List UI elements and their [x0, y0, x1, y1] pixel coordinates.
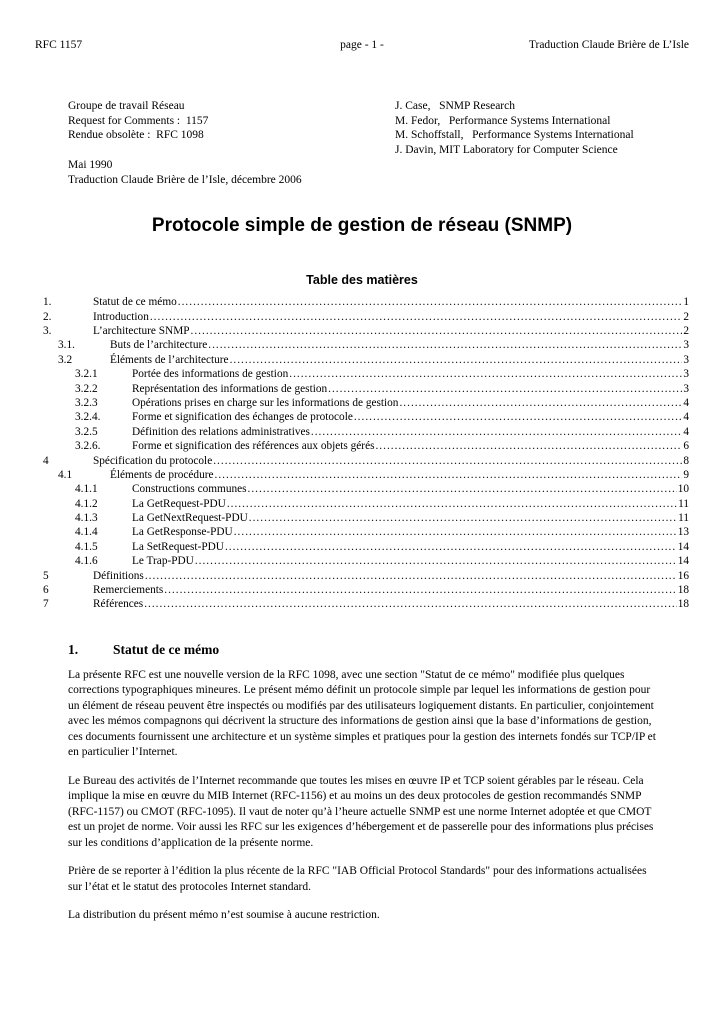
body-paragraph: La distribution du présent mémo n’est soumise à aucune restriction. [68, 909, 380, 922]
toc-entry-page: 18 [677, 598, 689, 611]
toc-leader-dots [234, 525, 677, 539]
header-doc-id: RFC 1157 [35, 39, 83, 51]
table-of-contents [35, 295, 689, 612]
body-paragraph: Le Bureau des activités de l’Internet recommande que toutes les mises en œuvre IP et TCP soient gérables par le réseau. Cela implique la mise en œuvre du MIB Internet (RFC-1156) et au moins un des deux protocoles de gestion recommandés SNMP (RFC-1157) ou CMOT (RFC-1095). Il vaut de noter qu’à l’heure actuelle SNMP est une norme Internet adoptée et que CMOT est un projet de norme. Voir aussi les RFC sur les exigences d’hébergement et de passerelle pour des informations plus précises sur les conditions d’application de la présente norme. [68, 774, 654, 849]
toc-leader-dots [249, 511, 677, 525]
toc-leader-dots [150, 310, 682, 324]
toc-entry [35, 525, 689, 539]
toc-leader-dots [311, 425, 682, 439]
toc-entry-number: 3. [43, 324, 52, 337]
toc-entry-page: 8 [683, 454, 689, 467]
toc-heading: Table des matières [306, 273, 418, 288]
toc-entry-label: Définition des relations administratives [132, 425, 310, 438]
toc-leader-dots [227, 497, 677, 511]
toc-entry-number: 5 [43, 569, 49, 582]
toc-entry-page: 18 [677, 584, 689, 597]
toc-leader-dots [225, 540, 677, 554]
toc-leader-dots [328, 382, 682, 396]
author-line: M. Fedor, Performance Systems International [395, 114, 611, 127]
toc-leader-dots [208, 338, 682, 352]
toc-entry-page: 4 [683, 411, 689, 424]
toc-entry-page: 13 [677, 526, 689, 539]
toc-leader-dots [191, 324, 683, 338]
toc-leader-dots [195, 554, 677, 568]
toc-entry-label: Opérations prises en charge sur les informations de gestion [132, 396, 399, 409]
toc-entry-number: 4.1.4 [75, 526, 98, 539]
toc-leader-dots [248, 482, 677, 496]
toc-entry-number: 6 [43, 584, 49, 597]
toc-entry-number: 2. [43, 310, 52, 323]
section-heading [68, 641, 689, 658]
author-line: M. Schoffstall, Performance Systems International [395, 129, 634, 142]
toc-entry-page: 16 [677, 569, 689, 582]
running-header [35, 38, 689, 52]
toc-leader-dots [399, 396, 682, 410]
toc-entry-number: 3.2.1 [75, 368, 98, 381]
section-number: 1. [68, 641, 79, 657]
toc-entry [35, 324, 689, 338]
toc-entry-label: La SetRequest-PDU [132, 540, 224, 553]
toc-entry-number: 3.2.2 [75, 382, 98, 395]
toc-leader-dots [354, 410, 682, 424]
document-title: Protocole simple de gestion de réseau (SNMP) [151, 215, 573, 237]
toc-entry-label: La GetNextRequest-PDU [132, 512, 248, 525]
toc-entry-page: 10 [677, 483, 689, 496]
toc-entry-number: 4.1.5 [75, 540, 98, 553]
toc-leader-dots [230, 353, 683, 367]
toc-leader-dots [164, 583, 676, 597]
toc-entry-page: 4 [683, 396, 689, 409]
translation-line: Traduction Claude Brière de l’Isle, décembre 2006 [68, 173, 302, 186]
toc-entry-label: Introduction [93, 310, 149, 323]
body-paragraph: La présente RFC est une nouvelle version de la RFC 1098, avec une section "Statut de ce mémo" modifiée plus quelques corrections typographiques mineures. Le présent mémo définit un protocole simple par lequel les informations de gestion pour un élément de réseau peuvent être inspectés ou modifiés par des utilisateurs logiquement distants. En particulier, conjointement avec les mémos compagnons qui décrivent la structure des informations de gestion ainsi que la base d’informations de gestion, ces documents fournissent une architecture et un système simples et pratiques pour la gestion des internets fondés sur TCP/IP et en particulier l’Internet. [68, 668, 656, 759]
author-line: J. Davin, MIT Laboratory for Computer Science [395, 144, 618, 157]
rfc-number-line: Request for Comments : 1157 [68, 114, 209, 127]
toc-entry-label: La GetRequest-PDU [132, 497, 226, 510]
toc-entry-page: 1 [683, 296, 689, 309]
author-line: J. Case, SNMP Research [395, 100, 515, 112]
toc-entry [35, 597, 689, 611]
toc-entry-number: 4.1.3 [75, 512, 98, 525]
toc-entry-label: Constructions communes [132, 483, 247, 496]
toc-leader-dots [375, 439, 682, 453]
toc-entry-label: L’architecture SNMP [93, 324, 190, 337]
working-group-line: Groupe de travail Réseau [68, 100, 185, 112]
toc-entry-number: 3.2.6. [75, 440, 101, 453]
toc-entry-label: La GetResponse-PDU [132, 526, 233, 539]
toc-entry [35, 295, 689, 309]
toc-entry [35, 439, 689, 453]
toc-entry [35, 353, 689, 367]
toc-entry-label: Forme et signification des références aux objets gérés [132, 440, 375, 453]
toc-entry-page: 3 [683, 382, 689, 395]
toc-entry-page: 2 [683, 310, 689, 323]
toc-entry-label: Références [93, 598, 144, 611]
toc-entry [35, 511, 689, 525]
toc-entry-label: Statut de ce mémo [93, 296, 177, 309]
toc-entry-page: 3 [683, 368, 689, 381]
toc-entry-page: 4 [683, 425, 689, 438]
section-title: Statut de ce mémo [113, 641, 220, 657]
toc-entry-number: 4.1.6 [75, 555, 98, 568]
toc-entry-page: 3 [683, 339, 689, 352]
toc-entry-label: Définitions [93, 569, 144, 582]
toc-entry-page: 14 [677, 540, 689, 553]
toc-entry-number: 4.1.1 [75, 483, 98, 496]
toc-leader-dots [289, 367, 682, 381]
toc-entry [35, 583, 689, 597]
obsoletes-line: Rendue obsolète : RFC 1098 [68, 129, 204, 142]
authors-block [395, 99, 634, 158]
toc-entry-number: 4 [43, 454, 49, 467]
toc-entry [35, 338, 689, 352]
toc-entry-number: 3.2.4. [75, 411, 101, 424]
toc-entry-number: 4.1.2 [75, 497, 98, 510]
toc-entry [35, 569, 689, 583]
toc-entry [35, 410, 689, 424]
header-translation-credit: Traduction Claude Brière de L’Isle [528, 39, 689, 51]
toc-entry [35, 382, 689, 396]
body-paragraph: Prière de se reporter à l’édition la plus récente de la RFC "IAB Official Protocol Standards" pour des informations actualisées sur l’état et le statut des protocoles Internet standard. [68, 865, 647, 893]
toc-entry-label: Buts de l’architecture [110, 339, 208, 352]
toc-entry-page: 6 [683, 440, 689, 453]
toc-leader-dots [213, 454, 682, 468]
toc-entry-number: 4.1 [58, 468, 73, 481]
toc-leader-dots [145, 569, 677, 583]
toc-entry-page: 11 [678, 497, 689, 510]
toc-entry-number: 3.2.5 [75, 425, 98, 438]
toc-entry [35, 482, 689, 496]
toc-entry-number: 1. [43, 296, 52, 309]
toc-entry-page: 3 [683, 353, 689, 366]
toc-entry-number: 7 [43, 598, 49, 611]
toc-entry [35, 310, 689, 324]
toc-leader-dots [215, 468, 683, 482]
toc-entry [35, 497, 689, 511]
front-matter [68, 99, 689, 187]
toc-entry-number: 3.1. [58, 339, 75, 352]
toc-entry-page: 14 [677, 555, 689, 568]
toc-entry [35, 554, 689, 568]
toc-entry-label: Le Trap-PDU [132, 555, 194, 568]
toc-entry-number: 3.2 [58, 353, 73, 366]
toc-entry-page: 2 [683, 324, 689, 337]
toc-entry-label: Représentation des informations de gestion [132, 382, 328, 395]
toc-entry [35, 367, 689, 381]
toc-entry-label: Portée des informations de gestion [132, 368, 289, 381]
toc-entry-label: Forme et signification des échanges de protocole [132, 411, 353, 424]
toc-entry-label: Spécification du protocole [93, 454, 213, 467]
toc-entry [35, 425, 689, 439]
toc-entry-label: Éléments de procédure [110, 468, 214, 481]
toc-entry-page: 9 [683, 468, 689, 481]
toc-entry [35, 396, 689, 410]
toc-entry [35, 454, 689, 468]
toc-entry [35, 540, 689, 554]
toc-entry-label: Éléments de l’architecture [110, 353, 229, 366]
date-line: Mai 1990 [68, 158, 113, 171]
toc-leader-dots [144, 597, 677, 611]
toc-leader-dots [178, 295, 683, 309]
toc-entry-label: Remerciements [93, 584, 164, 597]
toc-entry-page: 11 [678, 512, 689, 525]
toc-entry [35, 468, 689, 482]
header-page-number: page - 1 - [340, 39, 384, 51]
toc-entry-number: 3.2.3 [75, 396, 98, 409]
